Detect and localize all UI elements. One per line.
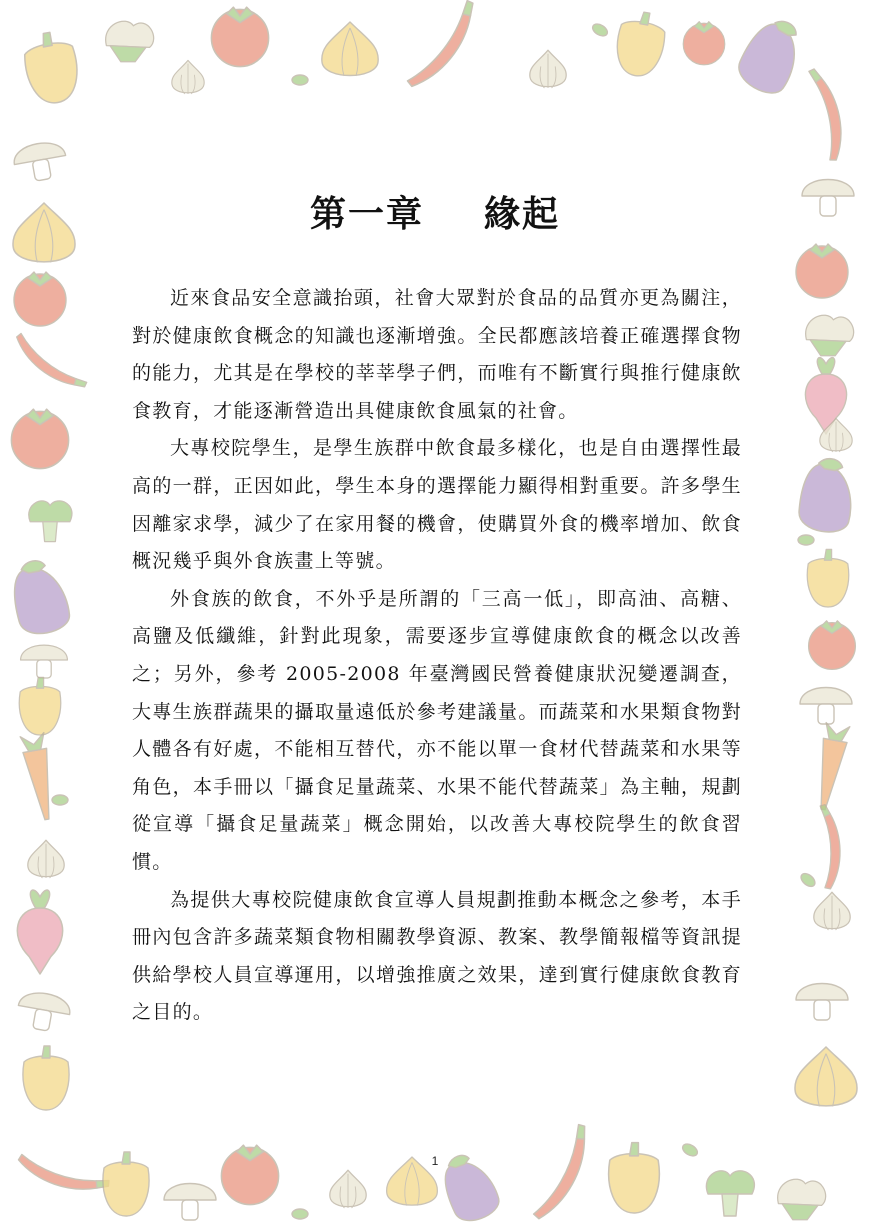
paragraph: 外食族的飲食，不外乎是所謂的「三高一低」，即高油、高糖、高鹽及低纖維，針對此現象，需要逐步宣導健康飲食的概念以改善之；另外，參考 2005-2008 年臺灣國民營養健康狀況變遷調查，大專生族群蔬果的攝取量遠低於參考建議量。而蔬菜和水果類食物對人體各有好處，不能相互替代，亦不能以單一食材代替蔬菜和水果等角色，本手冊以「攝食足量蔬菜、水果不能代替蔬菜」為主軸，規劃從宣導「攝食足量蔬菜」概念開始，以改善大專校院學生的飲食習慣。	[132, 587, 742, 873]
paragraph: 近來食品安全意識抬頭，社會大眾對於食品的品質亦更為關注，對於健康飲食概念的知識也逐漸增強。全民都應該培養正確選擇食物的能力，尤其是在學校的莘莘學子們，而唯有不斷實行與推行健康飲食教育，才能逐漸營造出具健康飲食風氣的社會。	[132, 287, 742, 422]
page-number: 1	[431, 1154, 439, 1168]
chapter-heading	[0, 186, 870, 237]
paragraph: 大專校院學生，是學生族群中飲食最多樣化，也是自由選擇性最高的一群，正因如此，學生本身的選擇能力顯得相對重要。許多學生因離家求學，減少了在家用餐的機會，使購買外食的機率增加、飲食概況幾乎與外食族畫上等號。	[132, 437, 742, 573]
chapter-number: 第一章	[309, 193, 424, 235]
chapter-title: 緣起	[484, 193, 561, 235]
paragraph: 為提供大專校院健康飲食宣導人員規劃推動本概念之參考，本手冊內包含許多蔬菜類食物相關教學資源、教案、教學簡報檔等資訊提供給學校人員宣導運用，以增強推廣之效果，達到實行健康飲食教育之目的。	[132, 888, 742, 1024]
chapter-body	[132, 280, 742, 1032]
